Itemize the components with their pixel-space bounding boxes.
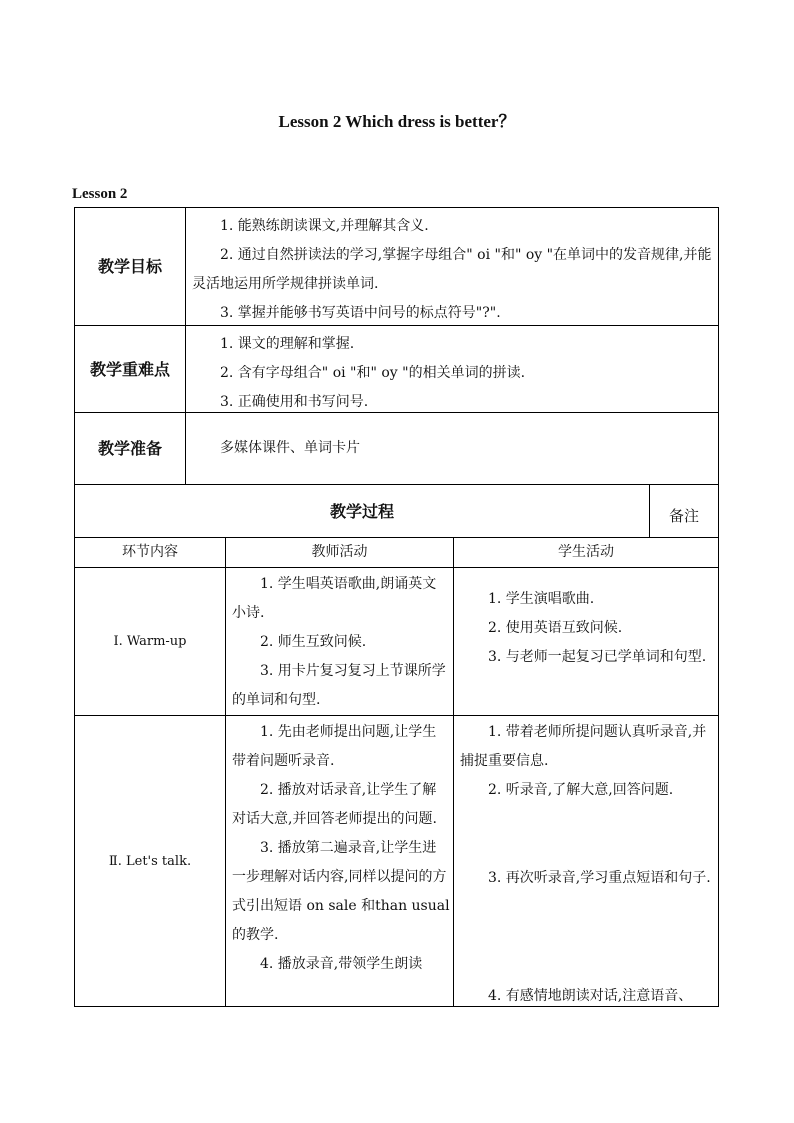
prep-text: 多媒体课件、单词卡片 xyxy=(220,440,360,456)
student-activity: 1. 学生演唱歌曲. xyxy=(488,591,595,607)
teacher-activity: 2. 播放对话录音,让学生了解对话大意,并回答老师提出的问题. xyxy=(232,782,437,827)
teacher-activity: 2. 师生互致问候. xyxy=(260,634,367,650)
teacher-activities-lets-talk xyxy=(232,718,450,979)
goals-label: 教学目标 xyxy=(97,257,162,276)
key-points-content xyxy=(192,330,716,417)
lesson-label: Lesson 2 xyxy=(72,186,128,202)
student-activity: 2. 听录音,了解大意,回答问题. xyxy=(488,782,674,798)
column-header-stage: 环节内容 xyxy=(122,544,178,560)
goal-item: 1. 能熟练朗读课文,并理解其含义. xyxy=(220,218,429,234)
key-points-label: 教学重难点 xyxy=(89,359,170,379)
prep-content xyxy=(192,413,716,484)
process-title: 教学过程 xyxy=(329,501,394,521)
student-activities-lets-talk xyxy=(460,718,716,805)
student-activity: 2. 使用英语互致问候. xyxy=(488,620,623,636)
goals-content xyxy=(192,212,716,328)
teacher-activity: 4. 播放录音,带领学生朗读 xyxy=(260,956,423,972)
column-header-teacher: 教师活动 xyxy=(311,544,368,560)
teacher-activity: 1. 先由老师提出问题,让学生带着问题听录音. xyxy=(232,724,437,769)
teacher-activity: 1. 学生唱英语歌曲,朗诵英文小诗. xyxy=(232,576,437,621)
student-activity: 3. 与老师一起复习已学单词和句型. xyxy=(488,649,707,665)
prep-label: 教学准备 xyxy=(97,439,162,458)
student-activity: 1. 带着老师所提问题认真听录音,并捕捉重要信息. xyxy=(460,724,707,769)
student-activities-lets-talk-3 xyxy=(460,982,716,1006)
student-activity: 3. 再次听录音,学习重点短语和句子. xyxy=(488,870,711,886)
teacher-activities-warm-up xyxy=(232,570,450,715)
key-point-item: 1. 课文的理解和掌握. xyxy=(220,336,355,352)
teacher-activity: 3. 播放第二遍录音,让学生进一步理解对话内容,同样以提问的方式引出短语 on sale 和than usual 的教学. xyxy=(232,840,450,943)
remarks-label: 备注 xyxy=(668,506,699,525)
stage-lets-talk: Ⅱ. Let's talk. xyxy=(108,853,192,869)
goal-item: 2. 通过自然拼读法的学习,掌握字母组合" oi "和" oy "在单词中的发音规律,并能灵活地运用所学规律拼读单词. xyxy=(192,247,712,292)
teacher-activity: 3. 用卡片复习复习上节课所学的单词和句型. xyxy=(232,663,446,708)
student-activity: 4. 有感情地朗读对话,注意语音、 xyxy=(488,988,693,1004)
student-activities-lets-talk-2 xyxy=(460,864,716,893)
key-point-item: 3. 正确使用和书写问号. xyxy=(220,394,369,410)
goal-item: 3. 掌握并能够书写英语中问号的标点符号"?". xyxy=(220,305,501,321)
page-title: Lesson 2 Which dress is better？ xyxy=(278,112,516,131)
column-header-student: 学生活动 xyxy=(558,544,614,560)
student-activities-warm-up xyxy=(460,585,716,672)
stage-warm-up: Ⅰ. Warm-up xyxy=(113,634,187,649)
key-point-item: 2. 含有字母组合" oi "和" oy "的相关单词的拼读. xyxy=(220,365,526,381)
